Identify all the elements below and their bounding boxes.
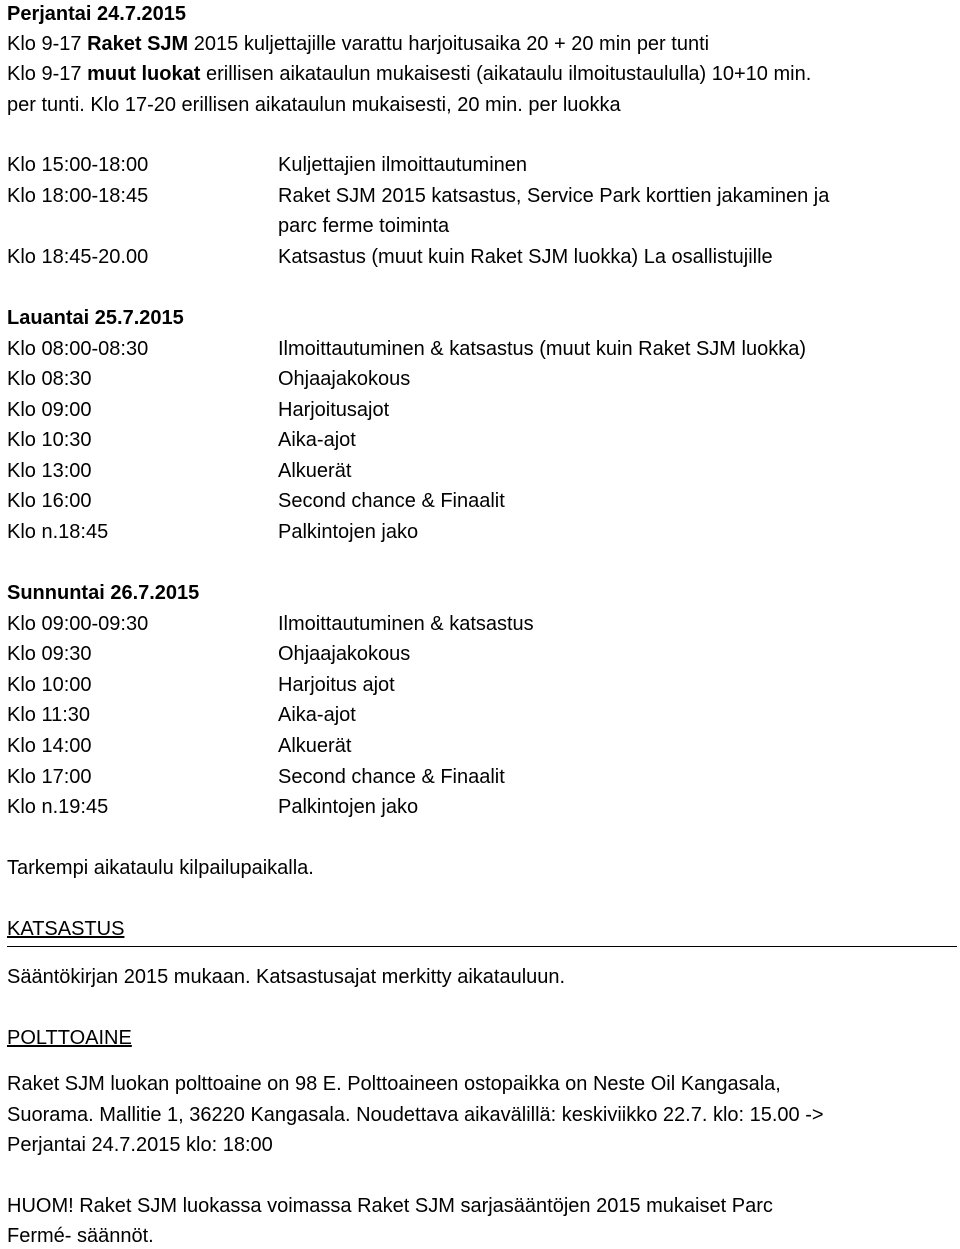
schedule-time: Klo 09:30 <box>7 643 92 665</box>
schedule-time: Klo 10:00 <box>7 674 92 696</box>
schedule-time: Klo n.19:45 <box>7 796 109 818</box>
sunday-heading: Sunnuntai 26.7.2015 <box>7 582 200 604</box>
schedule-desc: Alkuerät <box>278 735 352 757</box>
polttoaine-line: Perjantai 24.7.2015 klo: 18:00 <box>7 1134 273 1156</box>
huom-line: HUOM! Raket SJM luokassa voimassa Raket SJM sarjasääntöjen 2015 mukaiset Parc <box>7 1195 773 1217</box>
saturday-heading: Lauantai 25.7.2015 <box>7 307 184 329</box>
schedule-time: Klo 08:30 <box>7 368 92 390</box>
schedule-time: Klo 14:00 <box>7 735 92 757</box>
schedule-desc: Harjoitus ajot <box>278 674 395 696</box>
schedule-note: Tarkempi aikataulu kilpailupaikalla. <box>7 857 314 879</box>
schedule-time: Klo 18:00-18:45 <box>7 185 149 207</box>
schedule-desc: Harjoitusajot <box>278 399 390 421</box>
schedule-desc: Ilmoittautuminen & katsastus <box>278 613 534 635</box>
schedule-desc-continued: parc ferme toiminta <box>278 215 450 237</box>
schedule-time: Klo 09:00 <box>7 399 92 421</box>
schedule-desc: Second chance & Finaalit <box>278 490 505 512</box>
schedule-desc: Ilmoittautuminen & katsastus (muut kuin Raket SJM luokka) <box>278 338 806 360</box>
polttoaine-line: Suorama. Mallitie 1, 36220 Kangasala. Noudettava aikavälillä: keskiviikko 22.7. klo: 15.00 -> <box>7 1104 824 1126</box>
schedule-time: Klo 11:30 <box>7 704 91 726</box>
schedule-desc: Kuljettajien ilmoittautuminen <box>278 154 528 176</box>
katsastus-text: Sääntökirjan 2015 mukaan. Katsastusajat merkitty aikatauluun. <box>7 966 566 988</box>
schedule-desc: Second chance & Finaalit <box>278 766 505 788</box>
schedule-desc: Palkintojen jako <box>278 521 419 543</box>
polttoaine-heading: POLTTOAINE <box>7 1027 132 1049</box>
schedule-time: Klo 09:00-09:30 <box>7 613 149 635</box>
schedule-time: Klo 10:30 <box>7 429 92 451</box>
katsastus-heading: KATSASTUS <box>7 918 125 940</box>
schedule-time: Klo 18:45-20.00 <box>7 246 149 268</box>
schedule-desc: Katsastus (muut kuin Raket SJM luokka) La osallistujille <box>278 246 773 268</box>
schedule-time: Klo 13:00 <box>7 460 92 482</box>
schedule-desc: Ohjaajakokous <box>278 643 411 665</box>
section-divider <box>7 946 957 947</box>
schedule-time: Klo 17:00 <box>7 766 92 788</box>
huom-line: Fermé- säännöt. <box>7 1225 154 1247</box>
schedule-desc: Ohjaajakokous <box>278 368 411 390</box>
schedule-time: Klo n.18:45 <box>7 521 109 543</box>
schedule-desc: Aika-ajot <box>278 704 356 726</box>
schedule-desc: Palkintojen jako <box>278 796 419 818</box>
schedule-time: Klo 08:00-08:30 <box>7 338 149 360</box>
polttoaine-line: Raket SJM luokan polttoaine on 98 E. Polttoaineen ostopaikka on Neste Oil Kangasala, <box>7 1073 781 1095</box>
schedule-desc: Aika-ajot <box>278 429 356 451</box>
friday-intro-line-3: per tunti. Klo 17-20 erillisen aikataulun mukaisesti, 20 min. per luokka <box>7 94 621 116</box>
schedule-desc: Raket SJM 2015 katsastus, Service Park korttien jakaminen ja <box>278 185 830 207</box>
schedule-desc: Alkuerät <box>278 460 352 482</box>
friday-intro-line-2: Klo 9-17 muut luokat erillisen aikataulun mukaisesti (aikataulu ilmoitustaululla) 10+10 min. <box>7 63 812 85</box>
friday-heading: Perjantai 24.7.2015 <box>7 3 187 25</box>
friday-intro-line-1: Klo 9-17 Raket SJM 2015 kuljettajille varattu harjoitusaika 20 + 20 min per tunti <box>7 33 710 55</box>
schedule-time: Klo 16:00 <box>7 490 92 512</box>
schedule-time: Klo 15:00-18:00 <box>7 154 149 176</box>
